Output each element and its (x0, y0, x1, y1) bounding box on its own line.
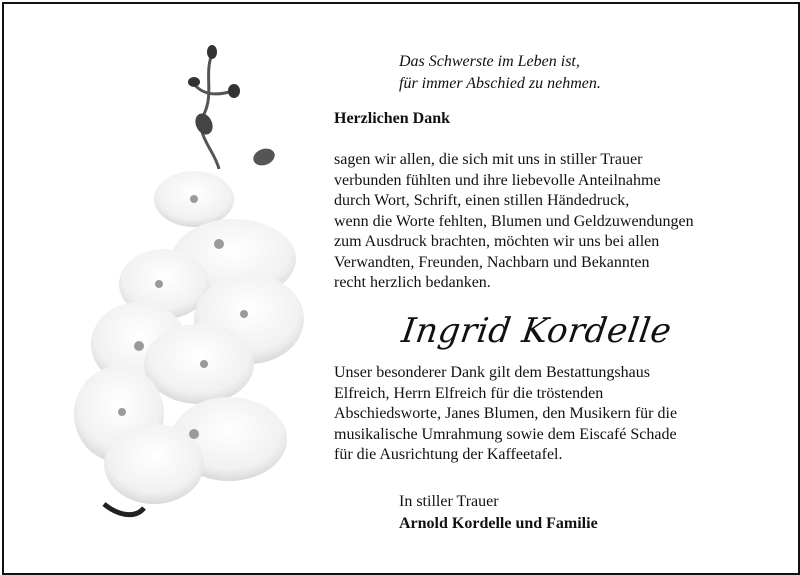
closing (399, 491, 598, 535)
obituary-card (2, 2, 800, 575)
text-line: für die Ausrichtung der Kaffeetafel. (334, 446, 563, 463)
text-line: durch Wort, Schrift, einen stillen Händedruck, (334, 192, 630, 209)
closing-phrase: In stiller Trauer (399, 493, 499, 510)
orchid-branch-image (44, 34, 314, 554)
family-signature: Arnold Kordelle und Familie (399, 515, 598, 532)
text-line: sagen wir allen, die sich mit uns in stiller Trauer (334, 151, 643, 168)
text-line: Verwandten, Freunden, Nachbarn und Bekannten (334, 253, 650, 271)
thanks-paragraph (334, 150, 774, 294)
text-line: musikalische Umrahmung sowie dem Eiscafé Schade (334, 425, 677, 443)
text-line: Abschiedsworte, Janes Blumen, den Musikern für die (334, 405, 678, 422)
deceased-name: Ingrid Kordelle (399, 311, 675, 351)
quote (399, 51, 601, 95)
text-line: Elfreich, Herrn Elfreich für die tröstenden (334, 384, 604, 402)
special-thanks-paragraph (334, 363, 774, 466)
text-line: wenn die Worte fehlten, Blumen und Geldzuwendungen (334, 212, 694, 230)
text-line: zum Ausdruck brachten, möchten wir uns bei allen (334, 233, 660, 250)
quote-line: für immer Abschied zu nehmen. (399, 75, 601, 92)
heading: Herzlichen Dank (334, 110, 450, 127)
text-line: verbunden fühlten und ihre liebevolle Anteilnahme (334, 171, 661, 189)
text-line: recht herzlich bedanken. (334, 274, 491, 291)
quote-line: Das Schwerste im Leben ist, (399, 53, 580, 70)
text-line: Unser besonderer Dank gilt dem Bestattungshaus (334, 364, 650, 381)
